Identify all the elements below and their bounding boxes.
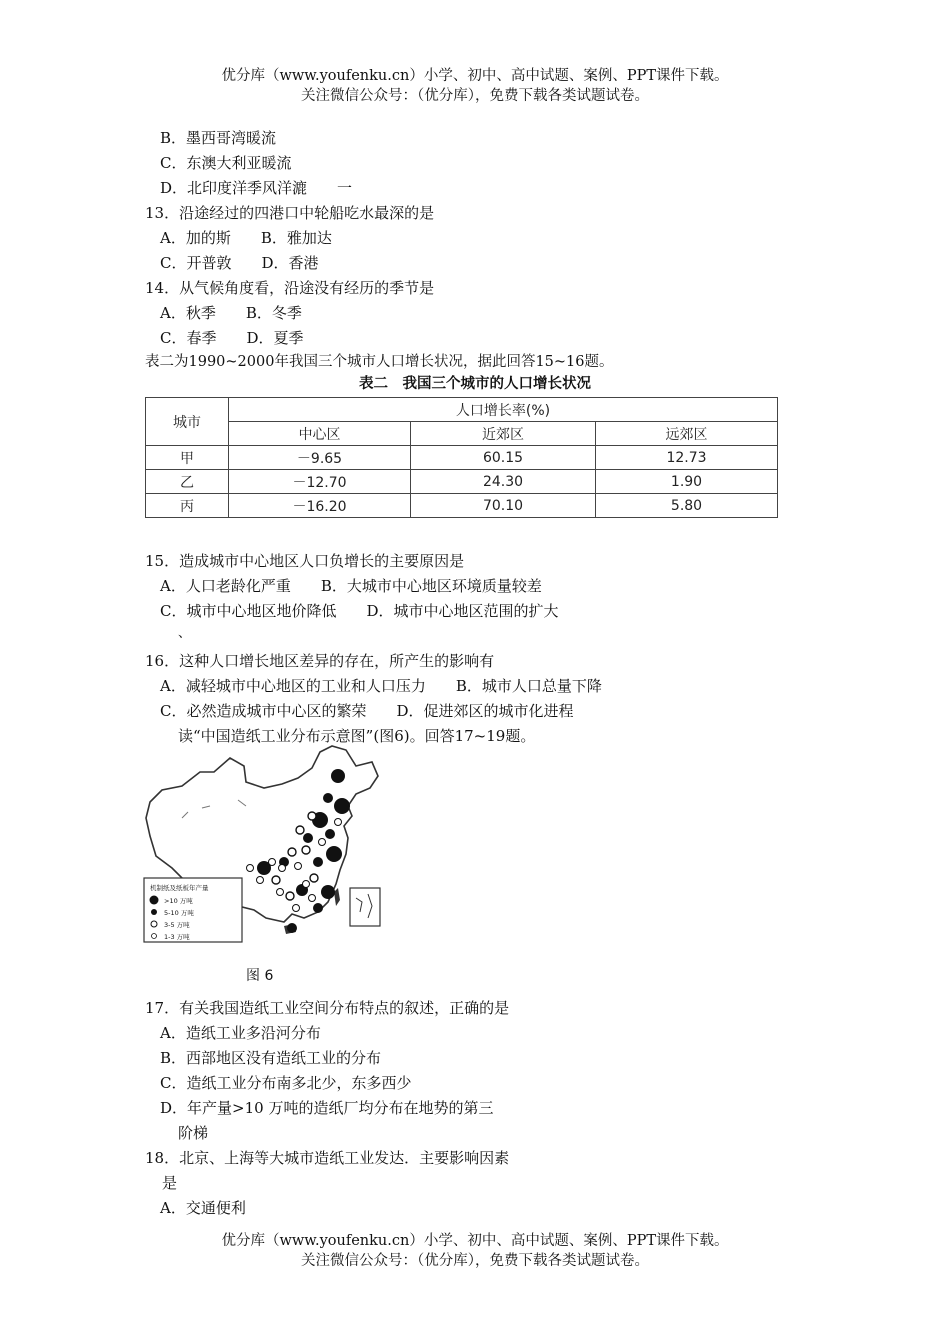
- q13-options-cd: C．开普敦 D．香港: [160, 254, 319, 272]
- paper-mill-markers: [247, 769, 351, 933]
- table-cell: －9.65: [229, 446, 411, 470]
- south-china-sea-inset: [350, 888, 380, 926]
- footer-line-1: 优分库（www.youfenku.cn）小学、初中、高中试题、案例、PPT课件下载。: [221, 1233, 729, 1249]
- q18-stem: 18．北京、上海等大城市造纸工业发达．主要影响因素: [145, 1149, 510, 1167]
- q15-options-ab: A．人口老龄化严重 B．大城市中心地区环境质量较差: [160, 577, 542, 595]
- legend-title: 机制纸及纸板年产量: [150, 884, 209, 892]
- table-cell: 5.80: [596, 494, 778, 518]
- q14-options-cd: C．春季 D．夏季: [160, 329, 304, 347]
- table-cell: －12.70: [229, 470, 411, 494]
- mill-marker-large: [321, 885, 335, 899]
- legend-item-4: 1-3 万吨: [164, 933, 190, 941]
- header-line-1: 优分库（www.youfenku.cn）小学、初中、高中试题、案例、PPT课件下载。: [221, 68, 729, 84]
- legend-symbol-tiny: [152, 934, 157, 939]
- q14-options-ab: A．秋季 B．冬季: [160, 304, 302, 322]
- mill-marker-tiny: [309, 895, 316, 902]
- mill-marker-small: [310, 874, 318, 882]
- page-footer: [0, 1231, 950, 1271]
- legend-item-1: >10 万吨: [164, 897, 193, 905]
- table-group-header: 人口增长率(%): [229, 398, 778, 422]
- mill-marker-medium: [303, 833, 313, 843]
- legend-symbol-medium: [151, 909, 157, 915]
- q17-option-d-continued: 阶梯: [178, 1124, 209, 1142]
- q18-option-a: A．交通便利: [160, 1199, 246, 1217]
- footer-line-2: 关注微信公众号：（优分库），免费下载各类试题试卷。: [301, 1253, 649, 1269]
- mill-marker-small: [286, 892, 294, 900]
- q17-option-c: C．造纸工业分布南多北少，东多西少: [160, 1074, 412, 1092]
- mill-marker-small: [296, 826, 304, 834]
- q14-stem: 14．从气候角度看，沿途没有经历的季节是: [145, 279, 435, 297]
- page-header: [0, 66, 950, 106]
- mill-marker-medium: [287, 923, 297, 933]
- q15-options-cd: C．城市中心地区地价降低 D．城市中心地区范围的扩大: [160, 602, 559, 620]
- table-cell: 70.10: [411, 494, 596, 518]
- mill-marker-small: [302, 846, 310, 854]
- mill-marker-tiny: [277, 889, 284, 896]
- legend-symbol-large: [150, 896, 159, 905]
- legend-item-2: 5-10 万吨: [164, 909, 194, 917]
- q13-stem: 13．沿途经过的四港口中轮船吃水最深的是: [145, 204, 435, 222]
- mill-marker-large: [331, 769, 345, 783]
- mill-marker-tiny: [335, 819, 342, 826]
- q17-option-a: A．造纸工业多沿河分布: [160, 1024, 321, 1042]
- figure-label: 图 6: [246, 968, 274, 984]
- q15-stray-mark: 、: [178, 626, 192, 641]
- column-header: 中心区: [229, 422, 411, 446]
- taiwan-island: [334, 888, 340, 906]
- mill-marker-tiny: [303, 881, 310, 888]
- table-cell: 12.73: [596, 446, 778, 470]
- q12-option-d: D．北印度洋季风洋漉 一: [160, 179, 353, 197]
- q13-options-ab: A．加的斯 B．雅加达: [160, 229, 332, 247]
- table-cell: 24.30: [411, 470, 596, 494]
- table-row: [146, 446, 778, 470]
- mill-marker-small: [272, 876, 280, 884]
- mill-marker-medium: [313, 903, 323, 913]
- mill-marker-tiny: [319, 839, 326, 846]
- mill-marker-small: [288, 848, 296, 856]
- mill-marker-medium: [323, 793, 333, 803]
- column-header: 远郊区: [596, 422, 778, 446]
- row-city: 乙: [146, 470, 229, 494]
- mill-marker-small: [308, 812, 316, 820]
- map-border-noise: [182, 800, 246, 818]
- row-city: 甲: [146, 446, 229, 470]
- legend-item-3: 3-5 万吨: [164, 921, 190, 929]
- mill-marker-tiny: [269, 859, 276, 866]
- mill-marker-tiny: [279, 865, 286, 872]
- q17-option-d: D．年产量>10 万吨的造纸厂均分布在地势的第三: [160, 1099, 494, 1117]
- mill-marker-tiny: [295, 863, 302, 870]
- q16-stem: 16．这种人口增长地区差异的存在，所产生的影响有: [145, 652, 495, 670]
- mill-marker-medium: [325, 829, 335, 839]
- q17-stem: 17．有关我国造纸工业空间分布特点的叙述，正确的是: [145, 999, 510, 1017]
- column-header: 近郊区: [411, 422, 596, 446]
- q18-stem-continued: 是: [162, 1174, 178, 1192]
- q12-option-c: C．东澳大利亚暖流: [160, 154, 292, 172]
- table-cell: －16.20: [229, 494, 411, 518]
- table-caption: 表二 我国三个城市的人口增长状况: [359, 376, 591, 392]
- header-line-2: 关注微信公众号：（优分库），免费下载各类试题试卷。: [301, 88, 649, 104]
- q17-option-b: B．西部地区没有造纸工业的分布: [160, 1049, 382, 1067]
- q12-option-b: B．墨西哥湾暖流: [160, 129, 277, 147]
- table-intro: 表二为1990~2000年我国三个城市人口增长状况，据此回答15~16题。: [145, 354, 614, 370]
- map-intro: 读“中国造纸工业分布示意图”(图6)。回答17~19题。: [178, 727, 536, 745]
- q16-options-cd: C．必然造成城市中心区的繁荣 D．促进郊区的城市化进程: [160, 702, 574, 720]
- mill-marker-tiny: [257, 877, 264, 884]
- legend-symbol-small: [151, 921, 157, 927]
- mill-marker-tiny: [247, 865, 254, 872]
- q15-stem: 15．造成城市中心地区人口负增长的主要原因是: [145, 552, 465, 570]
- table-row: [146, 494, 778, 518]
- china-paper-industry-map: [142, 742, 382, 946]
- table-corner-header: 城市: [146, 398, 229, 446]
- table-cell: 60.15: [411, 446, 596, 470]
- population-table: [145, 397, 778, 518]
- mill-marker-tiny: [293, 905, 300, 912]
- mill-marker-medium: [313, 857, 323, 867]
- table-cell: 1.90: [596, 470, 778, 494]
- mill-marker-large: [334, 798, 350, 814]
- inset-box: [350, 888, 380, 926]
- q16-options-ab: A．减轻城市中心地区的工业和人口压力 B．城市人口总量下降: [160, 677, 602, 695]
- map-legend: [144, 878, 242, 942]
- mill-marker-large: [326, 846, 342, 862]
- row-city: 丙: [146, 494, 229, 518]
- table-row: [146, 470, 778, 494]
